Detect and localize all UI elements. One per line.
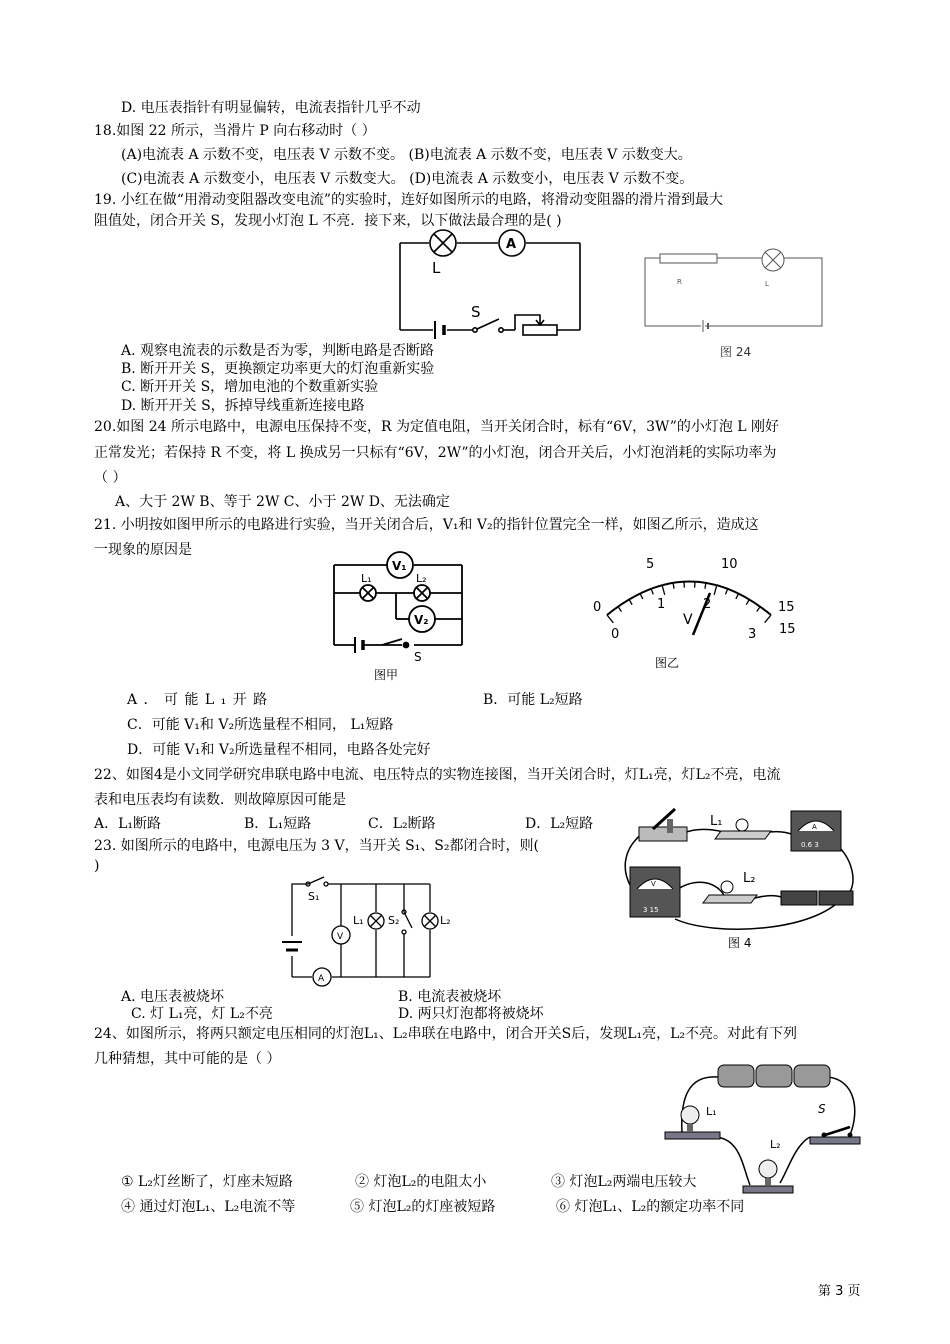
q20-options: A、大于 2W B、等于 2W C、小于 2W D、无法确定 bbox=[115, 494, 450, 510]
v2-label: V₂ bbox=[414, 613, 429, 627]
scale-tick bbox=[746, 600, 749, 605]
f4-voltmeter-label: V bbox=[651, 880, 656, 888]
q21-stem-1: 21. 小明按如图甲所示的电路进行实验，当开关闭合后，V₁和 V₂的指针位置完全一样，如图乙所示，造成这 bbox=[94, 517, 759, 533]
q19-option-b: B. 断开开关 S，更换额定功率更大的灯泡重新实验 bbox=[121, 361, 435, 377]
scale-top-10: 10 bbox=[721, 557, 738, 572]
switch-label: S bbox=[414, 650, 422, 664]
q20-stem-1: 20.如图 24 所示电路中，电源电压保持不变，R 为定值电阻，当开关闭合时，标有“6V，3W”的小灯泡 L 刚好 bbox=[94, 419, 780, 435]
scale-tick bbox=[662, 585, 665, 595]
lamp-label: L bbox=[432, 259, 441, 277]
lamp-l1-base-icon bbox=[715, 831, 771, 839]
q17-option-d: D. 电压表指针有明显偏转，电流表指针几乎不动 bbox=[121, 100, 421, 116]
l2-label: L₂ bbox=[440, 914, 451, 927]
scale-upper-15: 15 bbox=[778, 600, 795, 615]
battery-1-icon bbox=[781, 891, 817, 905]
scale-2: 2 bbox=[703, 597, 712, 612]
lamp-l2-base-icon bbox=[703, 895, 757, 903]
q18-stem: 18.如图 22 所示，当滑片 P 向右移动时（ ） bbox=[94, 123, 376, 139]
scale-tick bbox=[651, 589, 653, 595]
scale-tick bbox=[765, 615, 771, 623]
scale-tick bbox=[629, 600, 632, 605]
lamp-label: L bbox=[765, 280, 769, 288]
q22-option-a: A．L₁断路 bbox=[94, 816, 162, 832]
fig24-circuit-diagram bbox=[640, 248, 825, 363]
q24-stem-1: 24、如图所示，将两只额定电压相同的灯泡L₁、L₂串联在电路中，闭合开关S后，发现L₁亮，L₂不亮。对此有下列 bbox=[94, 1026, 798, 1042]
switch-base-icon bbox=[810, 1137, 860, 1144]
switch-blade-icon bbox=[825, 1127, 850, 1135]
q22-option-d: D．L₂短路 bbox=[525, 816, 594, 832]
q21-option-c: C．可能 V₁和 V₂所选量程不相同， L₁短路 bbox=[127, 717, 394, 733]
q20-stem-2: 正常发光；若保持 R 不变，将 L 换成另一只标有“6V，2W”的小灯泡，闭合开关后，小灯泡消耗的实际功率为 bbox=[94, 445, 777, 461]
s1-label: S₁ bbox=[308, 890, 320, 903]
resistor-label: R bbox=[677, 278, 682, 286]
ammeter-label: A bbox=[318, 974, 325, 984]
scale-top-5: 5 bbox=[646, 557, 655, 572]
fig-jia-circuit-diagram bbox=[330, 555, 470, 685]
q19-circuit-diagram bbox=[395, 225, 595, 345]
q20-stem-3: （ ） bbox=[94, 470, 127, 486]
page-number: 第 3 页 bbox=[818, 1284, 861, 1299]
battery-3-icon bbox=[794, 1065, 830, 1087]
q19-option-a: A. 观察电流表的示数是否为零，判断电路是否断路 bbox=[121, 343, 435, 359]
q24-apparatus-diagram bbox=[660, 1055, 865, 1205]
lamp-l2-icon bbox=[759, 1160, 777, 1178]
q22-stem-1: 22、如图4是小文同学研究串联电路中电流、电压特点的实物连接图，当开关闭合时，灯L₁亮，灯L₂不亮，电流 bbox=[94, 767, 781, 783]
voltmeter-label: V bbox=[337, 932, 344, 942]
q23-option-a: A. 电压表被烧坏 bbox=[121, 989, 225, 1005]
scale-3: 3 bbox=[748, 627, 757, 642]
l1-label: L₁ bbox=[361, 572, 372, 585]
q23-option-c: C. 灯 L₁亮，灯 L₂不亮 bbox=[131, 1006, 273, 1022]
q23-stem-2: ) bbox=[94, 858, 100, 874]
q22-option-b: B．L₁短路 bbox=[244, 816, 312, 832]
q18-options-ab: (A)电流表 A 示数不变，电压表 V 示数不变。 (B)电流表 A 示数不变，电压表 V 示数变大。 bbox=[121, 147, 692, 163]
q24-guess-3: ③ 灯泡L₂两端电压较大 bbox=[551, 1174, 697, 1190]
lamp-l2-base-icon bbox=[743, 1186, 793, 1193]
switch-label: S bbox=[818, 1102, 826, 1116]
s2-label: S₂ bbox=[388, 914, 400, 927]
f4-l2-label: L₂ bbox=[743, 871, 756, 886]
q23-stem-1: 23. 如图所示的电路中，电源电压为 3 V，当开关 S₁、S₂都闭合时，则( bbox=[94, 838, 539, 854]
v1-label: V₁ bbox=[392, 559, 407, 573]
scale-lower-0: 0 bbox=[611, 627, 620, 642]
resistor-icon bbox=[660, 254, 717, 263]
scale-tick bbox=[607, 615, 613, 623]
q24-guess-4: ④ 通过灯泡L₁、L₂电流不等 bbox=[121, 1199, 296, 1215]
q24-guess-1: ① L₂灯丝断了，灯座未短路 bbox=[121, 1174, 293, 1190]
q24-guess-6: ⑥ 灯泡L₁、L₂的额定功率不同 bbox=[556, 1199, 745, 1215]
scale-lower-15: 15 bbox=[779, 622, 796, 637]
battery-2-icon bbox=[756, 1065, 792, 1087]
f4-voltmeter-range: 3 15 bbox=[643, 906, 659, 914]
f4-ammeter-label: A bbox=[812, 823, 817, 831]
fig-jia-caption: 图甲 bbox=[374, 668, 399, 682]
q18-options-cd: (C)电流表 A 示数变小，电压表 V 示数变大。 (D)电流表 A 示数变小，电压表 V 示数不变。 bbox=[121, 171, 694, 187]
scale-tick bbox=[618, 607, 621, 612]
q24-guess-2: ② 灯泡L₂的电阻太小 bbox=[355, 1174, 487, 1190]
scale-tick bbox=[726, 589, 728, 595]
rheostat-icon bbox=[523, 325, 557, 335]
q19-option-c: C. 断开开关 S，增加电池的个数重新实验 bbox=[121, 379, 379, 395]
scale-1: 1 bbox=[657, 597, 666, 612]
q19-option-d: D. 断开开关 S，拆掉导线重新连接电路 bbox=[121, 398, 365, 414]
ammeter-label: A bbox=[506, 237, 517, 252]
fig24-caption: 图 24 bbox=[720, 345, 752, 359]
q21-option-b: B．可能 L₂短路 bbox=[483, 692, 583, 708]
scale-tick bbox=[640, 594, 643, 599]
lamp-l1-icon bbox=[681, 1106, 699, 1124]
l1-label: L₁ bbox=[353, 914, 364, 927]
fig4-caption: 图 4 bbox=[728, 936, 752, 950]
q23-option-b: B. 电流表被烧坏 bbox=[398, 989, 502, 1005]
switch-label: S bbox=[471, 303, 481, 321]
fig-yi-meter-diagram bbox=[585, 553, 800, 673]
l2-label: L₂ bbox=[416, 572, 427, 585]
scale-tick bbox=[736, 594, 739, 599]
q22-option-c: C．L₂断路 bbox=[368, 816, 436, 832]
scale-tick bbox=[714, 585, 717, 595]
q21-option-d: D．可能 V₁和 V₂所选量程不相同，电路各处完好 bbox=[127, 742, 431, 758]
l2-label: L₂ bbox=[770, 1138, 781, 1151]
fig-yi-caption: 图乙 bbox=[655, 656, 680, 670]
meter-v-label: V bbox=[683, 612, 693, 628]
q24-stem-2: 几种猜想，其中可能的是（ ） bbox=[94, 1051, 281, 1067]
q23-circuit-diagram bbox=[280, 874, 455, 986]
q24-guess-5: ⑤ 灯泡L₂的灯座被短路 bbox=[350, 1199, 496, 1215]
lamp-l2-icon bbox=[721, 881, 733, 893]
switch-base-icon bbox=[639, 827, 687, 841]
q23-option-d: D. 两只灯泡都将被烧坏 bbox=[398, 1006, 544, 1022]
scale-tick bbox=[757, 607, 760, 612]
battery-2-icon bbox=[819, 891, 853, 905]
q21-option-a: A ． 可 能 L ₁ 开 路 bbox=[127, 692, 269, 708]
q21-stem-2: 一现象的原因是 bbox=[94, 542, 192, 558]
lamp-l1-base-icon bbox=[665, 1132, 720, 1139]
q19-stem-1: 19. 小红在做“用滑动变阻器改变电流”的实验时，连好如图所示的电路，将滑动变阻器的滑片滑到最大 bbox=[94, 192, 724, 208]
l1-label: L₁ bbox=[706, 1105, 717, 1118]
battery-1-icon bbox=[718, 1065, 754, 1087]
f4-ammeter-range: 0.6 3 bbox=[801, 841, 819, 849]
scale-upper-0: 0 bbox=[593, 600, 602, 615]
fig4-apparatus-diagram bbox=[615, 807, 865, 952]
f4-l1-label: L₁ bbox=[710, 814, 723, 829]
q22-stem-2: 表和电压表均有读数．则故障原因可能是 bbox=[94, 792, 346, 808]
lamp-l1-icon bbox=[736, 819, 748, 831]
q19-stem-2: 阻值处，闭合开关 S，发现小灯泡 L 不亮．接下来，以下做法最合理的是( ) bbox=[94, 213, 562, 229]
